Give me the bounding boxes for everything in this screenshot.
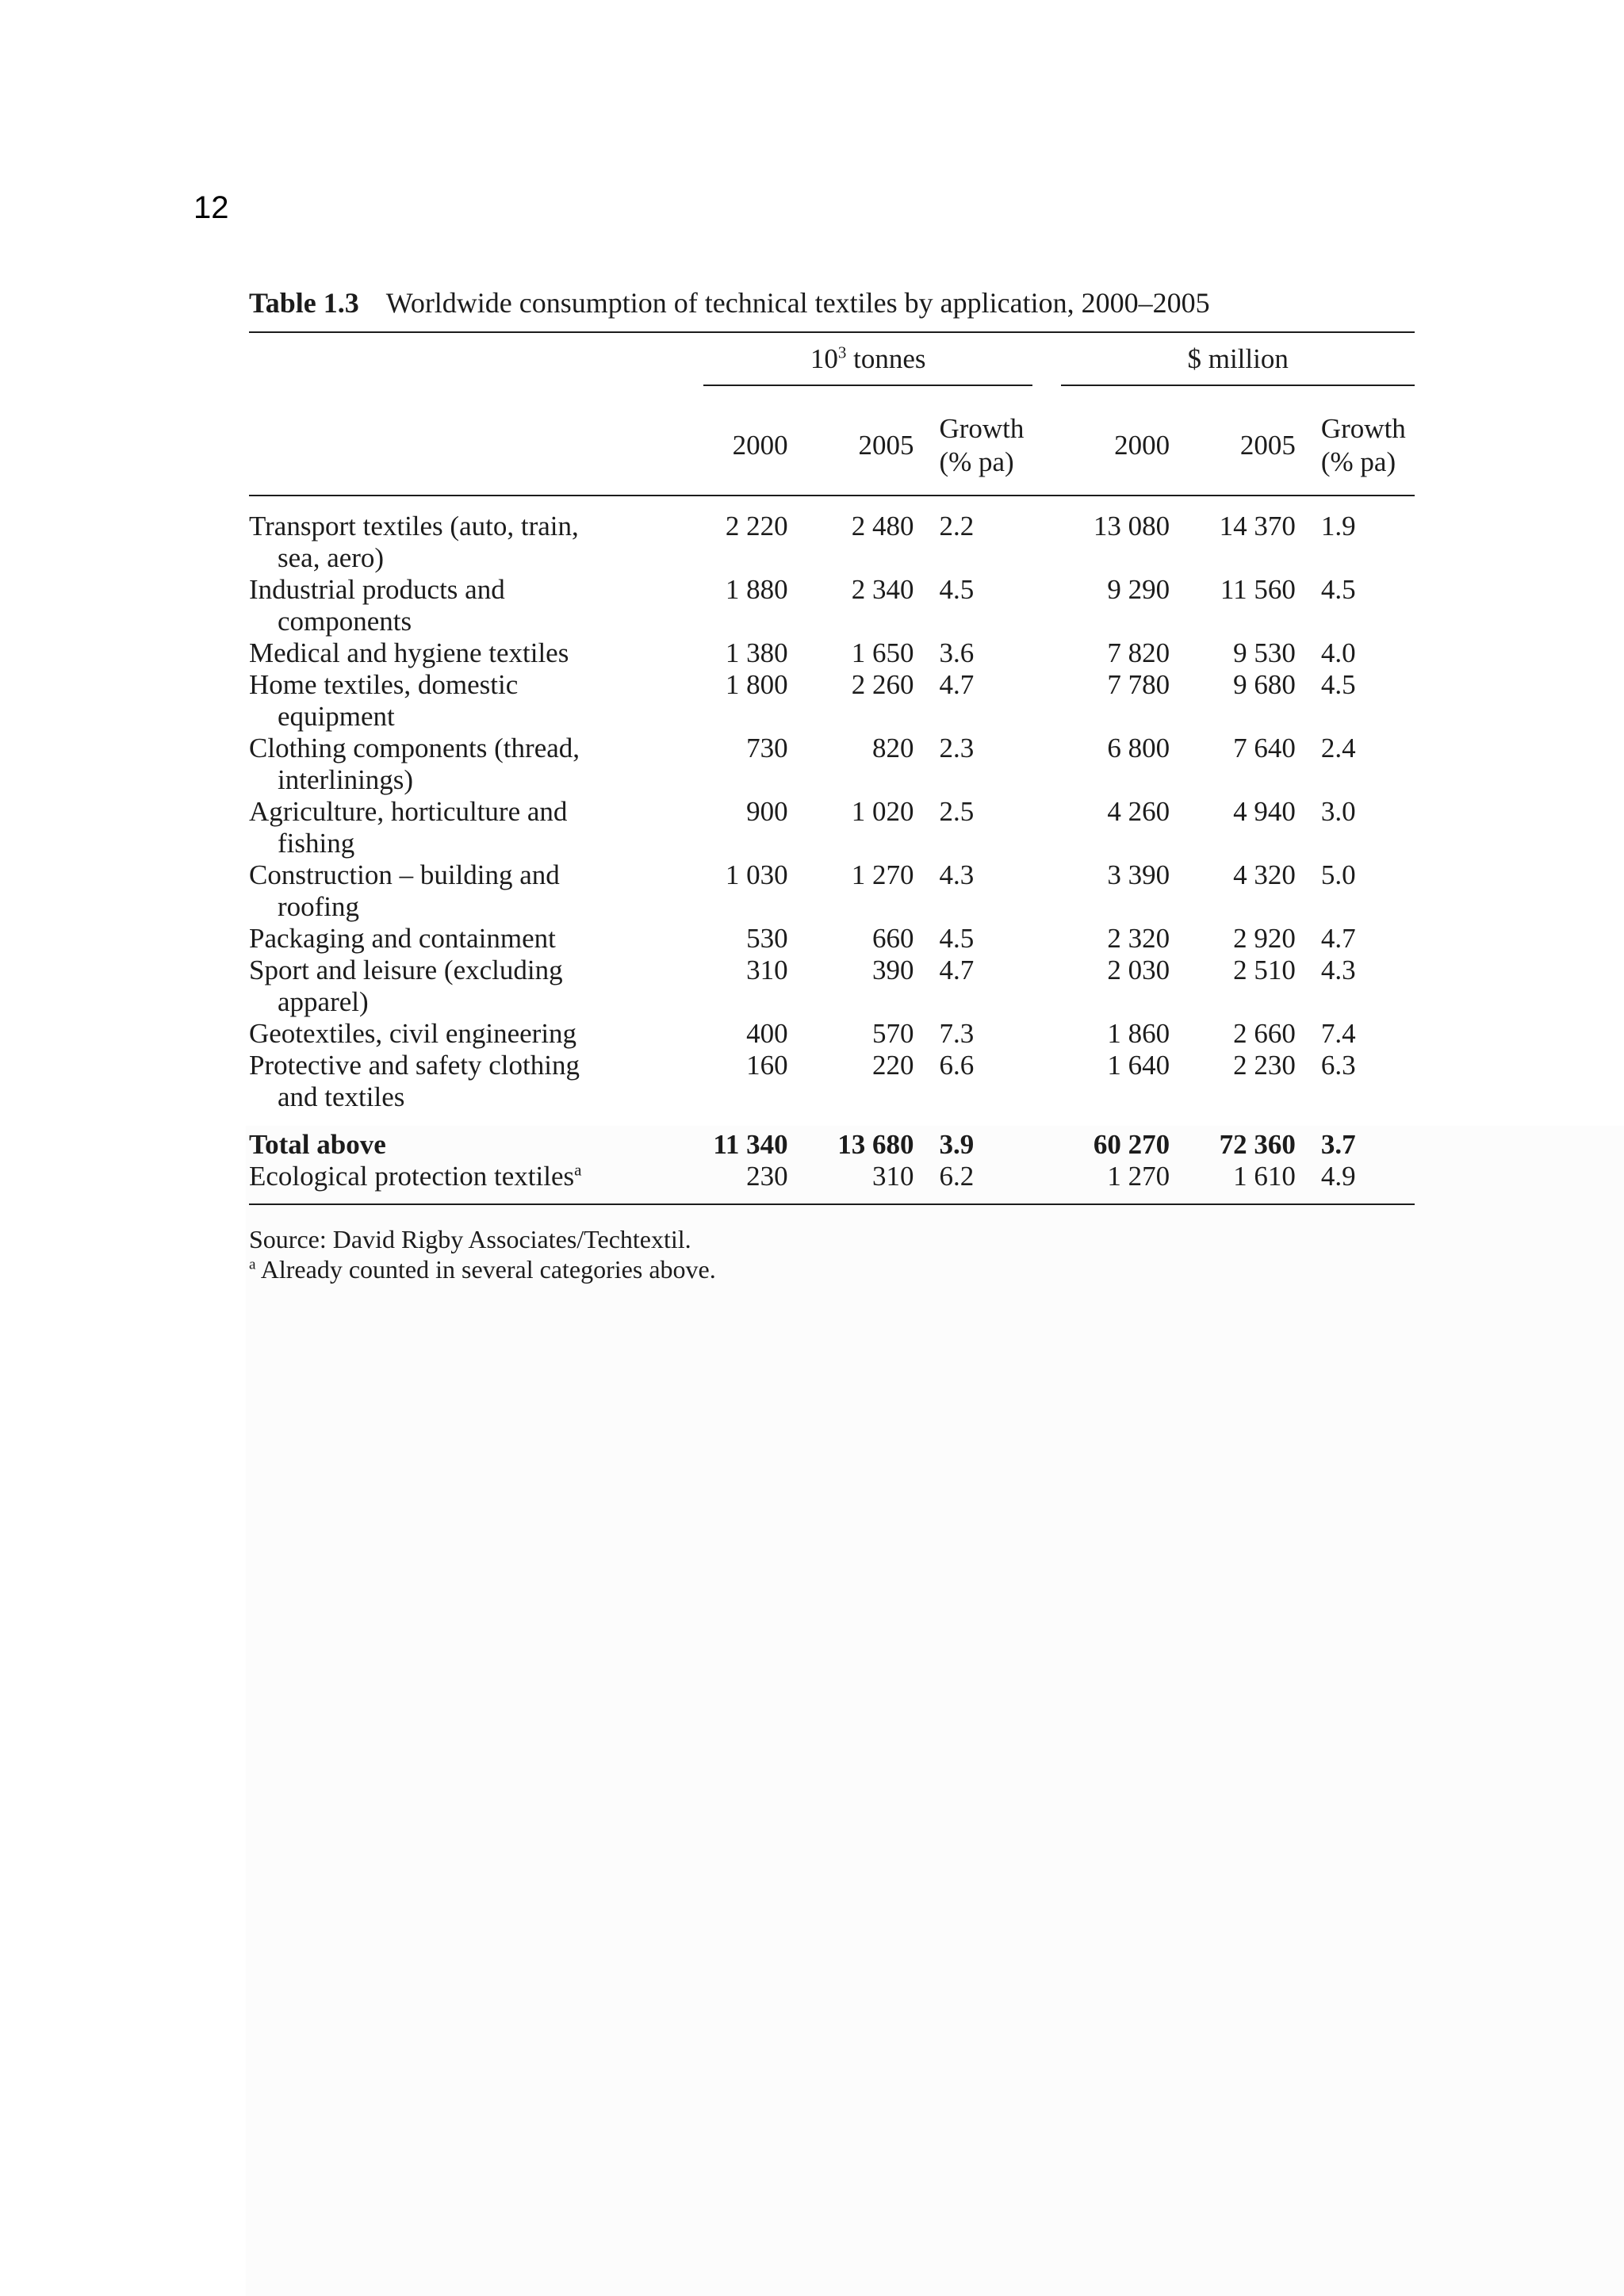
ecological-label: Ecological protection textiles$^a$ bbox=[249, 1161, 680, 1204]
cell-money-growth: 5.0 bbox=[1320, 859, 1356, 890]
ecological-money-2005: 1 610 bbox=[1187, 1161, 1313, 1204]
table-row bbox=[249, 574, 1415, 637]
total-row bbox=[249, 1113, 1415, 1161]
application-label: Sport and leisure (excluding apparel) bbox=[249, 955, 563, 1017]
cell-tonnes-growth: 4.3 bbox=[939, 859, 975, 890]
cell-tonnes-growth: 4.5 bbox=[939, 574, 975, 605]
table-notes bbox=[249, 1224, 1415, 1284]
cell-money-2005: 14 370 bbox=[1219, 511, 1296, 541]
application-label: Medical and hygiene textiles bbox=[249, 637, 569, 668]
header-application bbox=[249, 396, 680, 496]
cell-tonnes-2000: 1 380 bbox=[725, 637, 788, 668]
cell-money-2000: 3 390 bbox=[1107, 859, 1170, 890]
cell-money-2000: 1 640 bbox=[1107, 1050, 1170, 1081]
cell-tonnes-2005: 220 bbox=[871, 1050, 914, 1081]
cell-money-2005: 2 660 bbox=[1233, 1018, 1296, 1049]
application-label: Agriculture, horticulture and fishing bbox=[249, 796, 568, 859]
application-label: Protective and safety clothing and textiles bbox=[249, 1050, 580, 1112]
cell-money-2005: 2 510 bbox=[1233, 955, 1296, 985]
cell-money-growth: 4.5 bbox=[1320, 669, 1356, 700]
header-money-growth: Growth (% pa) bbox=[1313, 396, 1415, 496]
cell-tonnes-growth: 2.5 bbox=[939, 796, 975, 827]
total-tonnes-2005: 13 680 bbox=[837, 1129, 914, 1160]
page-number: 12 bbox=[193, 190, 229, 225]
total-label: Total above bbox=[249, 1129, 386, 1160]
group-header-row bbox=[249, 333, 1415, 396]
cell-money-2005: 7 640 bbox=[1233, 733, 1296, 763]
cell-money-growth: 4.3 bbox=[1320, 955, 1356, 985]
cell-tonnes-2005: 1 270 bbox=[851, 859, 914, 890]
table-caption bbox=[249, 285, 1415, 333]
cell-money-2000: 9 290 bbox=[1107, 574, 1170, 605]
cell-tonnes-2000: 730 bbox=[746, 733, 788, 763]
ecological-money-2000: 1 270 bbox=[1061, 1161, 1187, 1204]
cell-tonnes-2005: 570 bbox=[871, 1018, 914, 1049]
table-row bbox=[249, 669, 1415, 733]
cell-money-growth: 4.5 bbox=[1320, 574, 1356, 605]
header-tonnes-2000: 2000 bbox=[680, 396, 806, 496]
ecological-tonnes-growth: 6.2 bbox=[931, 1161, 1032, 1204]
application-label: Transport textiles (auto, train, sea, aero) bbox=[249, 511, 579, 573]
cell-tonnes-2005: 2 260 bbox=[851, 669, 914, 700]
total-money-2000: 60 270 bbox=[1093, 1129, 1170, 1160]
footnote: $^a$ Already counted in several categories above. bbox=[249, 1255, 716, 1284]
application-label: Packaging and containment bbox=[249, 923, 556, 954]
table-row bbox=[249, 1018, 1415, 1050]
application-label: Construction – building and roofing bbox=[249, 859, 560, 922]
cell-money-2000: 7 820 bbox=[1107, 637, 1170, 668]
cell-tonnes-growth: 3.6 bbox=[939, 637, 975, 668]
table-row bbox=[249, 955, 1415, 1018]
cell-tonnes-2000: 530 bbox=[746, 923, 788, 954]
cell-tonnes-2005: 2 480 bbox=[851, 511, 914, 541]
cell-tonnes-2000: 1 030 bbox=[725, 859, 788, 890]
cell-money-2005: 9 530 bbox=[1233, 637, 1296, 668]
cell-money-growth: 3.0 bbox=[1320, 796, 1356, 827]
cell-tonnes-2000: 160 bbox=[746, 1050, 788, 1081]
header-money-2000: 2000 bbox=[1061, 396, 1187, 496]
cell-money-2005: 11 560 bbox=[1220, 574, 1296, 605]
cell-tonnes-2000: 400 bbox=[746, 1018, 788, 1049]
table-row bbox=[249, 496, 1415, 574]
table-row bbox=[249, 859, 1415, 923]
cell-tonnes-growth: 2.3 bbox=[939, 733, 975, 763]
table-block bbox=[249, 285, 1415, 1284]
table-row bbox=[249, 733, 1415, 796]
ecological-tonnes-2000: 230 bbox=[680, 1161, 806, 1204]
cell-tonnes-2000: 1 800 bbox=[725, 669, 788, 700]
cell-money-2005: 4 320 bbox=[1233, 859, 1296, 890]
ecological-tonnes-2005: 310 bbox=[806, 1161, 932, 1204]
total-tonnes-2000: 11 340 bbox=[713, 1129, 788, 1160]
cell-money-2000: 4 260 bbox=[1107, 796, 1170, 827]
header-tonnes-growth: Growth (% pa) bbox=[931, 396, 1032, 496]
cell-tonnes-2000: 900 bbox=[746, 796, 788, 827]
table-title: Worldwide consumption of technical textiles by application, 2000–2005 bbox=[385, 287, 1210, 319]
cell-money-growth: 2.4 bbox=[1320, 733, 1356, 763]
ecological-money-growth: 4.9 bbox=[1313, 1161, 1415, 1204]
cell-tonnes-growth: 4.7 bbox=[939, 669, 975, 700]
table-row bbox=[249, 796, 1415, 859]
table-label: Table 1.3 bbox=[249, 287, 359, 319]
table-row bbox=[249, 637, 1415, 669]
cell-money-2005: 4 940 bbox=[1233, 796, 1296, 827]
cell-money-2000: 1 860 bbox=[1107, 1018, 1170, 1049]
consumption-table bbox=[249, 333, 1415, 1205]
cell-money-2005: 9 680 bbox=[1233, 669, 1296, 700]
application-label: Industrial products and components bbox=[249, 574, 505, 637]
cell-tonnes-2000: 2 220 bbox=[725, 511, 788, 541]
cell-money-2000: 6 800 bbox=[1107, 733, 1170, 763]
total-money-growth: 3.7 bbox=[1320, 1129, 1356, 1160]
cell-money-2000: 7 780 bbox=[1107, 669, 1170, 700]
source-note: Source: David Rigby Associates/Techtextil. bbox=[249, 1225, 691, 1253]
cell-money-2000: 2 320 bbox=[1107, 923, 1170, 954]
application-label: Geotextiles, civil engineering bbox=[249, 1018, 577, 1049]
group-header-money: $ million bbox=[1061, 333, 1415, 396]
page-shade bbox=[246, 1126, 1624, 2296]
cell-money-2000: 13 080 bbox=[1093, 511, 1170, 541]
footnote-marker: a bbox=[574, 1160, 582, 1180]
cell-tonnes-growth: 4.7 bbox=[939, 955, 975, 985]
cell-tonnes-2005: 1 650 bbox=[851, 637, 914, 668]
total-tonnes-growth: 3.9 bbox=[939, 1129, 975, 1160]
cell-tonnes-2005: 820 bbox=[871, 733, 914, 763]
header-tonnes-2005: 2005 bbox=[806, 396, 932, 496]
cell-money-growth: 1.9 bbox=[1320, 511, 1356, 541]
cell-tonnes-2005: 2 340 bbox=[851, 574, 914, 605]
application-label: Clothing components (thread, interlinings) bbox=[249, 733, 580, 795]
application-label: Home textiles, domestic equipment bbox=[249, 669, 519, 732]
group-header-tonnes: $10^3$ tonnes bbox=[680, 333, 1033, 396]
cell-tonnes-2005: 1 020 bbox=[851, 796, 914, 827]
cell-tonnes-2005: 390 bbox=[871, 955, 914, 985]
cell-tonnes-growth: 2.2 bbox=[939, 511, 975, 541]
cell-tonnes-2000: 310 bbox=[746, 955, 788, 985]
table-row bbox=[249, 1050, 1415, 1113]
table-row bbox=[249, 923, 1415, 955]
cell-money-2005: 2 920 bbox=[1233, 923, 1296, 954]
header-money-2005: 2005 bbox=[1187, 396, 1313, 496]
cell-tonnes-growth: 4.5 bbox=[939, 923, 975, 954]
total-money-2005: 72 360 bbox=[1219, 1129, 1296, 1160]
cell-tonnes-2000: 1 880 bbox=[725, 574, 788, 605]
ecological-row bbox=[249, 1161, 1415, 1204]
cell-tonnes-growth: 7.3 bbox=[939, 1018, 975, 1049]
cell-tonnes-2005: 660 bbox=[871, 923, 914, 954]
table-body bbox=[249, 496, 1415, 1204]
cell-tonnes-growth: 6.6 bbox=[939, 1050, 975, 1081]
cell-money-growth: 6.3 bbox=[1320, 1050, 1356, 1081]
cell-money-2005: 2 230 bbox=[1233, 1050, 1296, 1081]
cell-money-2000: 2 030 bbox=[1107, 955, 1170, 985]
cell-money-growth: 4.7 bbox=[1320, 923, 1356, 954]
cell-money-growth: 7.4 bbox=[1320, 1018, 1356, 1049]
column-header-row bbox=[249, 396, 1415, 496]
cell-money-growth: 4.0 bbox=[1320, 637, 1356, 668]
